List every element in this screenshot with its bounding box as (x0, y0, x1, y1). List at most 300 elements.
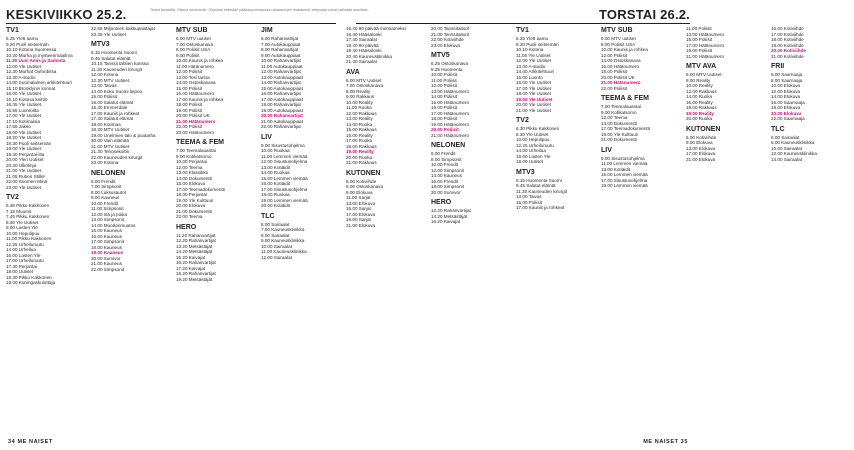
program-item: 9.00 Rakkaus (346, 94, 375, 99)
program-item: 17.00 Simpsonit (91, 239, 124, 244)
program-item: 13.00 Tosi tarina (176, 74, 210, 80)
channel-section (686, 62, 769, 122)
program-item: 21.00 Hätänumero (601, 80, 641, 85)
channel-heading: TV2 (516, 117, 529, 124)
program-item: 8.00 Poliisit USA (601, 41, 636, 47)
channel-section (601, 94, 684, 143)
program-item: 19.00 Autokauppiaat (261, 107, 303, 113)
program-item: 14.00 Koko Suomi leipoo (91, 88, 143, 94)
program-item: 18.00 Ruokaa (261, 192, 290, 197)
program-item: 10.00 Frendit (91, 200, 119, 206)
program-item: 15.00 Rakkaus (346, 127, 377, 132)
program-item: 13.00 A-studio (516, 63, 546, 69)
program-item: 17.00 Sisustusohjelma (261, 186, 308, 192)
program-item: 12.25 Urheiluruutu (516, 142, 554, 148)
program-item: 22.00 Rahanvartijat (261, 124, 301, 129)
program-item: 22.00 Kotiviihde (431, 37, 464, 42)
listing-column (346, 26, 429, 430)
program-item: 15.00 Poliisit (176, 85, 203, 91)
program-item: 17.20 Kaivajat (176, 265, 206, 271)
program-item: 11.20 Rahanvartijat (176, 232, 216, 238)
program-item: 9.45 Salatut elämät (516, 183, 556, 188)
channel-heading: JIM (261, 27, 273, 34)
program-item: 18.00 Simpsonit (431, 184, 464, 189)
program-item: 18.00 Uutiset (516, 159, 544, 164)
program-item: 9.00 Sisustusohjelma (261, 142, 305, 148)
program-item: 20.30 Ulkolinja (6, 162, 37, 168)
program-item: 13.00 Kotiäidit (601, 166, 631, 172)
program-item: 22.00 Kauneuden kirurgit (91, 154, 143, 160)
left-day-title: KESKIVIIKKO 25.2. (6, 6, 127, 22)
program-item: 9.00 Kotikatsomo (176, 153, 212, 159)
program-item: 14.00 Urheilua (516, 148, 546, 153)
program-item: 17.30 Salatut elämät (91, 116, 134, 121)
program-item: 10.00 Hepulipuu (516, 137, 550, 142)
program-item: 18.00 Yle Uutiset (516, 91, 551, 96)
program-item: 21.00 Hätänumero (176, 118, 216, 124)
program-item: 10.10 Kotona Suomessa (6, 47, 57, 52)
program-item: 17.00 Kauniit ja rohkeat (91, 110, 140, 116)
program-item: 8.00 Luksusautot (91, 189, 126, 195)
channel-heading: NELONEN (91, 169, 126, 177)
channel-section (431, 141, 514, 195)
program-item: 12.00 Teema (176, 164, 203, 170)
channel-section (346, 68, 429, 166)
program-item: 21.00 Rakkaus (346, 160, 377, 165)
channel-section (6, 193, 89, 286)
program-item: 20.00 Kotiäidit (261, 203, 291, 208)
program-item: 9.45 Salatut elämät (91, 55, 131, 61)
program-item: 17.00 Yle Uutiset (6, 113, 41, 118)
program-item: 13.00 Simpsonit (91, 217, 124, 222)
channel-section (91, 169, 174, 273)
program-item: 18.30 Pikku Kakkonen (6, 274, 52, 280)
program-item: 12.00 Rahanvartijat (261, 69, 301, 74)
program-item: 7.00 Ostoskanava (346, 83, 384, 88)
listing-column (261, 26, 344, 430)
program-item: 18.00 Rahanvartijat (261, 102, 301, 107)
program-item: 12.00 Poliisit (431, 83, 458, 88)
program-item: 13.00 Elokuva (686, 145, 716, 151)
program-item: 18.00 Kotiviihde (771, 37, 804, 42)
channel-section (516, 26, 599, 113)
program-item: 16.00 Poliisit (431, 105, 458, 110)
program-item: 9.00 Elokuva (686, 140, 713, 145)
program-item: 22.00 Poliisit (601, 85, 628, 91)
program-item: 10.15 Tanssii tähtien kanssa (91, 61, 149, 66)
program-item: 6.30 Pikku Kakkonen (516, 126, 560, 131)
program-item: 18.00 Kotimaa (91, 121, 121, 127)
header-note: Tiedot kanavilta. Oikeus muutoksiin. Ohjelmat esitetään pääkaupunkiseudun aikataulujen mukaisesti, esitysajat voivat vaihdella alueittain. (150, 8, 369, 12)
channel-heading: TEEMA & FEM (176, 139, 224, 146)
program-item: 14.00 Suomalainen arkkitehtuuri (6, 80, 72, 85)
program-item: 13.00 Klassikko (176, 170, 209, 175)
program-item: 18.00 Kauneus (91, 244, 122, 250)
channel-heading: MTV AVA (686, 63, 717, 70)
channel-section (261, 133, 344, 209)
program-item: 8.30 Yle Uutiset (516, 131, 549, 137)
program-item: 19.00 Lemmen viemää (601, 183, 648, 188)
program-item: 19.00 Poliisit (686, 48, 713, 53)
program-item: 11.00 Kauneusklinikka (261, 249, 307, 254)
program-item: 6.00 MTV uutiset (176, 36, 211, 41)
listing-column (516, 26, 599, 430)
program-item: 21.00 Kotiviihde (771, 53, 804, 59)
program-item: 13.00 Taivas (91, 83, 117, 88)
program-item: 9.20 Puoli seitsemän (6, 41, 49, 47)
program-item: 21.00 MTV Uutiset (91, 143, 130, 149)
program-item: 14.00 Poliisit (431, 94, 458, 99)
program-item: 11.00 Yle Uutiset (516, 52, 551, 58)
program-item: 14.00 Ruokaa (261, 170, 290, 175)
program-item: 6.00 Frendit (91, 178, 116, 184)
program-item: 12.00 Rakkaus (346, 110, 377, 116)
listing-column (431, 26, 514, 430)
program-item: 22.55 Miljoonien kakkupaistajat (91, 26, 155, 31)
program-item: 9.00 Kotikatsomo (601, 109, 637, 115)
program-item: 18.00 Rakkaus (686, 105, 717, 110)
program-item: 21.00 Elokuva (346, 222, 376, 228)
channel-section (176, 138, 259, 220)
channel-heading: HERO (176, 223, 197, 231)
program-item: 10.00 Kaunis ja rohkea (176, 58, 223, 63)
program-item: 12.00 Yle Uutiset (516, 58, 551, 63)
right-header-rule (356, 23, 690, 24)
program-item: 17.00 Kotiviihde (771, 31, 804, 37)
program-item: 15.00 Kauneus (91, 228, 122, 233)
program-item: 9.00 Lasten Yle (6, 225, 38, 230)
program-item: 8.00 Rahanvartijat (261, 47, 299, 52)
program-item: 10.00 Perjantai (176, 159, 207, 164)
program-item: 15.00 Lemmen viemää (261, 175, 308, 181)
program-item: 11.00 Ruoka (346, 105, 372, 110)
program-item: 20.00 Elokuva (771, 110, 802, 116)
program-item: 6.15 Huomenta Suomi (91, 50, 137, 55)
right-page-header (599, 5, 690, 23)
program-item: 19.00 Kotiviihde (771, 42, 804, 48)
program-item: 11.30 Kauneuden kirurgit (91, 66, 142, 72)
channel-section (261, 212, 344, 261)
program-item: 20.00 Vain elämää (91, 138, 129, 143)
program-item: 17.00 Autokauppiaat (261, 96, 303, 102)
program-item: 11.00 Lemmen viemää (601, 161, 648, 166)
program-item: 23.00 Elokuva (431, 42, 461, 48)
program-item: 16.00 Kauneus (91, 233, 122, 239)
program-item: 7.00 Teemalauantai (176, 148, 217, 153)
program-item: 15.00 Sarjat (346, 206, 371, 211)
program-item: 7.00 Simpsonit (91, 184, 122, 189)
channel-heading: TEEMA & FEM (601, 95, 649, 102)
channel-heading: TV2 (6, 194, 19, 201)
program-item: 9.00 Elokuva (346, 189, 373, 195)
program-item: 14.20 Metsästäjät (431, 213, 468, 219)
program-item: 11.00 Sarjat (346, 195, 371, 200)
program-item: 20.00 Ylen Uutiset (6, 157, 44, 162)
channel-heading: MTV5 (431, 52, 450, 59)
program-item: 13.00 Autokauppiaat (261, 74, 303, 80)
channel-heading: FRII (771, 63, 785, 70)
channel-section (431, 26, 514, 48)
program-item: 13.00 Hätänumero (686, 31, 725, 37)
channel-heading: HERO (431, 199, 452, 206)
program-item: 12.30 Murhat Oxfordissa (6, 69, 57, 74)
program-item: 19.00 Hätänumero (431, 121, 470, 127)
program-item: 20.00 Poliisit UK (601, 74, 635, 80)
program-item: 12.00 Teema (601, 115, 628, 120)
program-item: 11.00 Simpsonit (91, 206, 124, 211)
program-item: 18.00 Yle Uutiset (6, 129, 41, 135)
program-item: 17.00 Yle Uutiset (516, 85, 551, 91)
channel-section (431, 51, 514, 138)
program-item: 17.00 Ruoka (346, 138, 373, 143)
program-item: 17.10 Kotimaisia (6, 118, 40, 124)
channel-heading: MTV3 (91, 41, 110, 48)
program-item: 15.00 Poliisit (686, 37, 713, 42)
channel-section (176, 223, 259, 283)
program-item: 11.30 Uusi Amis ja Sadonta (6, 58, 66, 63)
program-item: 23.00 Kotona (91, 160, 119, 165)
program-item: 13.00 Elokuva (346, 200, 376, 206)
program-item: 8.25 Huomenta (431, 66, 463, 72)
channel-heading: MTV SUB (601, 27, 633, 34)
program-item: 10.00 Sairaalat (771, 145, 802, 151)
program-item: 16.00 Hätänumero (176, 91, 215, 96)
program-item: 16.10 Kotoisa keittiö (6, 96, 48, 102)
program-item: 12.20 Rahanvartijat (176, 238, 216, 243)
program-item: 17.00 Teemadokumentti (601, 126, 650, 131)
program-item: 21.00 Autokauppiaat (261, 118, 303, 124)
program-item: 16.00 Frendit (431, 178, 459, 184)
program-item: 14.00 Urheilua (6, 247, 36, 252)
listing-column (686, 26, 769, 430)
channel-section (91, 26, 174, 37)
program-item: 16.45 Yle Uutiset (6, 102, 41, 107)
channel-heading: NELONEN (431, 142, 466, 149)
program-item: 16.00 Lasten Yle (6, 252, 41, 258)
program-item: 12.00 Elokuva (771, 88, 801, 94)
program-item: 10.00 Reality (346, 99, 373, 105)
program-item: 22.00 Suomen Minä (6, 179, 48, 184)
program-item: 19.00 Kauneus (91, 250, 124, 255)
program-item: 22.00 Simpsonit (91, 266, 124, 272)
program-item: 17.00 Teemadokumentti (176, 186, 225, 192)
program-item: 19.00 Reality (346, 149, 374, 154)
program-item: 11.00 Poliisit (686, 26, 712, 31)
program-item: 6.00 Rahanvartijat (261, 36, 299, 41)
program-item: 10.00 Reality (686, 83, 713, 88)
program-item: 20.00 Kotiviihde (771, 48, 806, 53)
program-item: 21.00 Elokuva (686, 156, 716, 162)
program-item: 16.00 Kotiäidit (261, 181, 291, 186)
program-item: 17.00 Elokuva (346, 211, 376, 217)
program-item: 7.00 Ostoskanava (176, 41, 214, 47)
program-item: 18.20 Rahanvartijat (176, 271, 216, 276)
program-item: 10.00 Frendit (431, 162, 459, 167)
program-item: 6.00 MTV Uutiset (686, 72, 722, 77)
listing-column (176, 26, 259, 430)
program-item: 9.00 Sisustusohjelma (601, 155, 645, 161)
channel-heading: TV1 (6, 27, 19, 34)
program-item: 6.25 Yle6 aamu (6, 36, 39, 41)
program-item: 14.00 Muodonmuutos (91, 222, 136, 228)
program-item: 9.00 Poliisit (176, 52, 200, 58)
left-header-rule (6, 23, 336, 24)
listing-column (6, 26, 89, 430)
program-item: 10.00 Poliisit (431, 72, 458, 77)
program-item: 21.05 Ruben Stiller (6, 173, 46, 179)
program-item: 12.30 MTV Uutiset (91, 77, 130, 83)
program-item: 17.55 Jakso (6, 124, 31, 129)
program-item: 12.20 Rahanvartijat (431, 208, 471, 213)
program-item: 14.00 Rahanvartijat (261, 80, 301, 85)
program-item: 16.00 Reality (346, 132, 373, 138)
program-item: 17.00 Urheiluruutu (6, 258, 44, 263)
program-item: 6.25 Yle6 aamu (516, 36, 549, 41)
program-item: 21.00 Yle Uutiset (6, 168, 41, 173)
channel-section (771, 62, 854, 122)
listing-column (91, 26, 174, 430)
program-item: 18.00 Uutiset (6, 269, 34, 274)
program-item: 11.00 Hätänumero (176, 63, 214, 69)
program-item: 9.20 Puoli seitsemän (516, 41, 559, 47)
program-item: 19.30 Perjantai-ilta (6, 151, 45, 157)
program-item: 19.00 Yle Kulttuuri (601, 131, 639, 137)
program-item: 14.00 Ostoskanava (176, 80, 216, 85)
program-item: 15.00 Luonto (516, 74, 543, 80)
program-item: 15.20 Kaivajat (176, 254, 206, 260)
program-item: 13.00 Reality (346, 116, 373, 121)
program-item: 12.00 Simpsonit (431, 167, 464, 173)
program-item: 14.00 Ostoskanava (601, 58, 641, 63)
program-item: 7.00 Autokauppiaat (261, 41, 301, 47)
program-item: 8.30 Yle Uutiset (6, 219, 39, 225)
program-item: 19.00 Lemmen viemää (261, 197, 308, 203)
program-item: 8.00 Ostoskanava (346, 184, 384, 189)
channel-heading: TV1 (516, 27, 529, 34)
program-item: 10.10 Kotona (516, 47, 544, 52)
program-item: 12.00 Poliisit (176, 69, 203, 74)
channel-section (346, 26, 429, 65)
program-item: 20.00 Rahanvartijat (261, 113, 303, 118)
channel-section (601, 26, 684, 91)
channel-heading: KUTONEN (686, 125, 721, 133)
program-item: 14.00 Dokumentti (601, 120, 638, 126)
program-item: 19.00 Yle Uutiset (6, 146, 41, 151)
program-item: 18.00 Perjantai (176, 192, 207, 197)
program-item: 18.00 Poliisit (431, 116, 458, 121)
program-item: 20.00 Poliisit (431, 127, 459, 132)
channel-heading: MTV SUB (176, 27, 208, 34)
program-item: 7.15 Muumit (6, 208, 32, 214)
program-item: 13.20 Metsästäjät (176, 243, 213, 249)
program-item: 6.00 Kotiviihde (346, 178, 377, 184)
program-item: 21.00 Dokumentti (601, 137, 638, 142)
program-item: 18.20 Yle Uutiset (6, 135, 41, 140)
channel-section (6, 26, 89, 190)
channel-section (516, 116, 599, 165)
program-item: 11.00 Pikku Kakkonen (6, 236, 52, 241)
program-item: 10.00 Hepulipuu (6, 230, 40, 236)
channel-section (601, 146, 684, 189)
program-item: 17.00 Kaunis ja rohkea (176, 96, 223, 102)
program-item: 16.00 Rahanvartijat (261, 91, 301, 96)
channel-heading: TLC (261, 212, 275, 220)
program-item: 6.25 Ostoskanava (431, 61, 469, 66)
program-item: 10.00 Kaunis ja rohkea (601, 47, 648, 52)
program-item: 20.00 Poliisit UK (176, 113, 210, 118)
program-item: 20.40 Kauneusklinikka (346, 53, 392, 59)
program-item: 20.00 Yle Uutiset (516, 102, 551, 107)
program-item: 12.00 Kauneusklinikka (771, 151, 817, 156)
program-item: 15.40 90 päivää morsiameksi (346, 26, 406, 31)
program-item: 6.15 Huomenta Suomi (516, 177, 562, 183)
program-item: 10.30 Murha ja mysteerimaailma (6, 52, 73, 58)
program-item: 20.00 Ruoka (346, 154, 373, 160)
program-item: 8.00 Kauneusklinikka (771, 140, 815, 145)
program-item: 10.00 Elokuva (771, 83, 801, 88)
program-item: 12.00 Isä ja poika (91, 211, 128, 217)
program-item: 14.00 Ruoka (346, 121, 373, 127)
program-item: 10.00 Sairaalat (261, 243, 292, 249)
program-item: 21.30 Tehosekoitin (91, 149, 130, 154)
program-item: 15.00 Poliisit (516, 199, 543, 205)
program-item: 18.00 Poliisit (176, 102, 203, 107)
program-item: 16.20 Kaivajat (431, 219, 461, 224)
program-item: 19.00 Reality (686, 110, 714, 116)
program-item: 6.00 MTV Uutiset (346, 77, 382, 83)
program-item: 21.40 Sairaalat (346, 59, 377, 64)
program-item: 6.00 Kotiviihde (686, 134, 717, 140)
channel-heading: AVA (346, 68, 360, 76)
program-item: 14.00 Elokuva (771, 94, 801, 99)
program-item: 16.00 Hätänumero (601, 63, 640, 69)
program-item: 20.00 Ruoka (686, 116, 713, 121)
program-item: 19.00 Unelmien talo & puutarha (91, 132, 156, 138)
program-item: 18.00 Rakkaus (346, 143, 377, 149)
program-item: 23.00 Yle Uutiset (6, 184, 41, 190)
program-item: 12.00 Sairaalat (261, 254, 292, 260)
program-item: 9.00 Autokauppiaat (261, 52, 301, 58)
program-item: 17.00 Hätänumero (431, 110, 470, 116)
program-item: 16.00 Lasten Yle (516, 153, 551, 159)
program-item: 6.00 MTV uutiset (601, 36, 636, 41)
left-page-footer: 34 ME NAISET (8, 439, 53, 445)
program-item: 18.00 Poliisit (601, 69, 628, 74)
program-item: 19.00 Yle Uutiset (516, 96, 553, 102)
program-item: 17.30 Perjantai (6, 263, 37, 269)
channel-section (771, 125, 854, 163)
program-item: 18.30 Puoli seitsemän (6, 140, 52, 146)
program-item: 9.00 Kauneus (91, 195, 120, 200)
program-item: 21.00 Yle Uutiset (516, 107, 551, 113)
program-item: 13.00 Hätänumero (431, 88, 470, 94)
channel-section (261, 26, 344, 130)
program-item: 23.00 Hätänumero (176, 129, 215, 135)
program-item: 15.00 Autokauppiaat (261, 85, 303, 91)
listing-column (771, 26, 854, 430)
program-item: 17.00 Hätänumero (686, 42, 725, 48)
program-item: 22.00 Teema (176, 214, 203, 219)
program-item: 15.00 Hätänumero (431, 99, 470, 105)
channel-heading: LIV (261, 133, 272, 141)
program-item: 7.00 Kauneusklinikka (261, 227, 305, 232)
program-item: 16.00 Saarnaaja (771, 99, 805, 105)
program-item: 8.00 Poliisit USA (176, 47, 211, 52)
program-item: 16.00 Reality (686, 99, 713, 105)
program-item: 14.00 Sairaalat (771, 156, 802, 162)
program-item: 19.40 Hääsalonki (346, 48, 382, 53)
program-item: 10.00 Rahanvartijat (261, 58, 301, 63)
